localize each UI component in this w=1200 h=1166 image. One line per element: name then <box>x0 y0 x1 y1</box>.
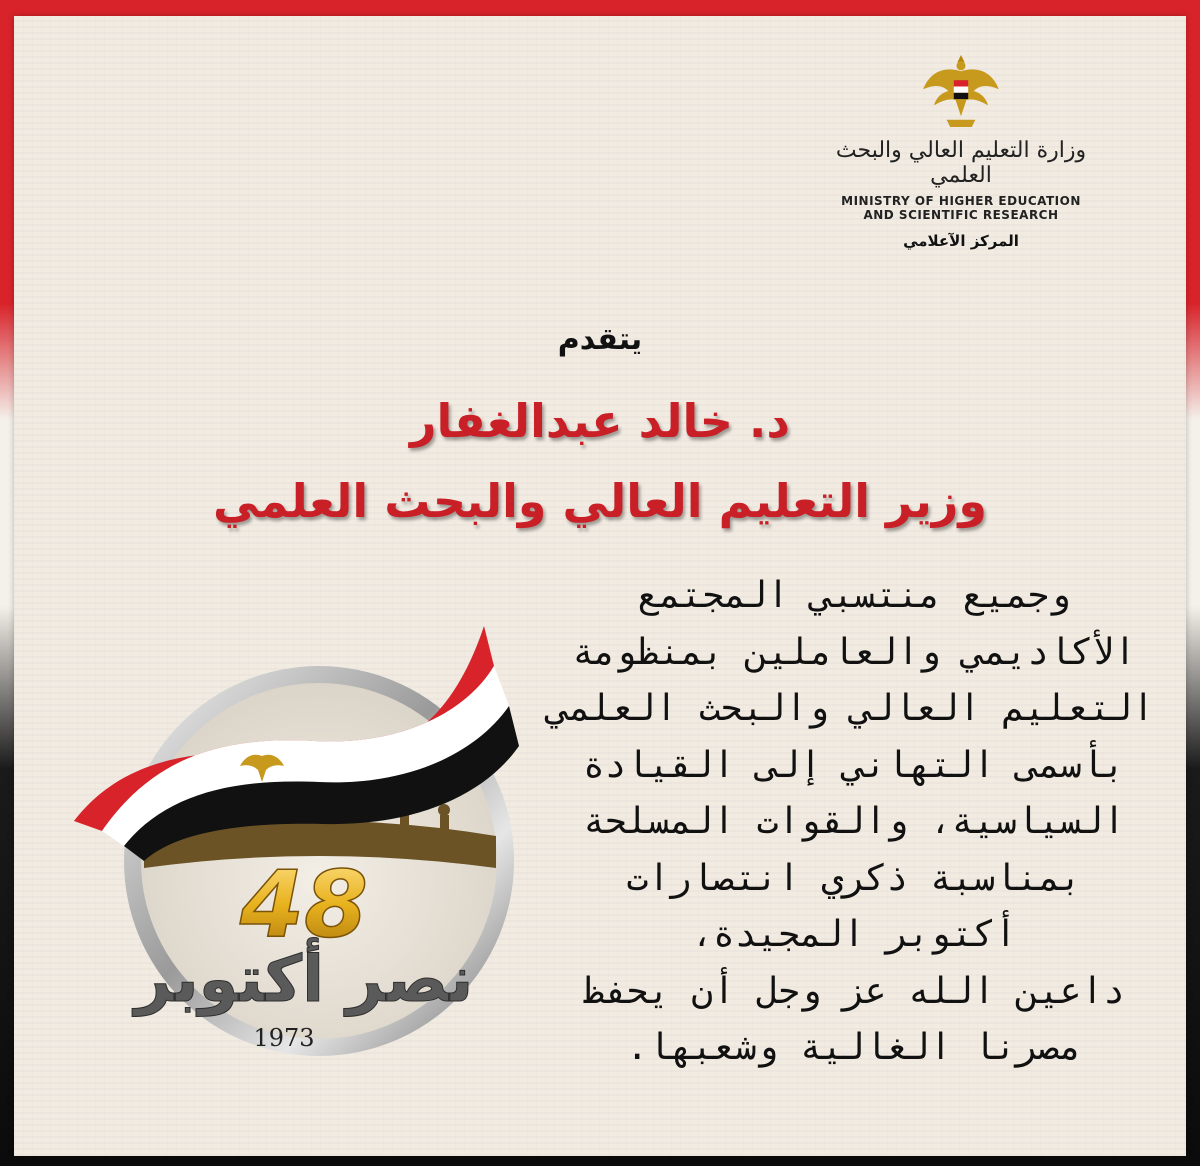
ministry-name-english-line2: AND SCIENTIFIC RESEARCH <box>863 208 1059 222</box>
presents-label: يتقدم <box>557 322 643 357</box>
body-line: مصرنا الغالية وشعبها. <box>626 1027 1082 1068</box>
ministry-name-english-line1: MINISTRY OF HIGHER EDUCATION <box>841 194 1081 208</box>
anniversary-number: 48 <box>239 851 369 958</box>
ministry-logo <box>826 46 1096 250</box>
body-line: الأكاديمي والعاملين بمنظومة <box>572 631 1136 673</box>
body-line: داعين الله عز وجل أن يحفظ <box>583 970 1125 1012</box>
greeting-body <box>547 568 1154 1077</box>
body-line: وجميع منتسبي المجتمع <box>637 575 1071 616</box>
ministry-name-arabic: وزارة التعليم العالي والبحث العلمي <box>835 138 1087 188</box>
body-line: بمناسبة ذكري انتصارات <box>626 857 1082 899</box>
body-line: السياسية، والقوات المسلحة <box>583 801 1125 842</box>
minister-name: د. خالد عبدالغفار <box>409 394 791 448</box>
emblem-caption: نصر أكتوبر <box>134 943 474 1017</box>
body-line: التعليم العالي والبحث العلمي <box>547 688 1154 729</box>
body-line: بأسمى التهاني إلى القيادة <box>583 744 1125 786</box>
media-center-label: المركز الآعلامي <box>903 232 1019 250</box>
emblem-year: 1973 <box>253 1024 315 1052</box>
minister-title: وزير التعليم العالي والبحث العلمي <box>213 474 987 528</box>
greeting-card <box>14 16 1186 1156</box>
october-victory-emblem <box>64 606 534 1066</box>
ministry-name-english <box>826 194 1096 222</box>
eagle-of-saladin-icon <box>916 46 1006 136</box>
body-line: أكتوبر المجيدة، <box>691 914 1017 955</box>
